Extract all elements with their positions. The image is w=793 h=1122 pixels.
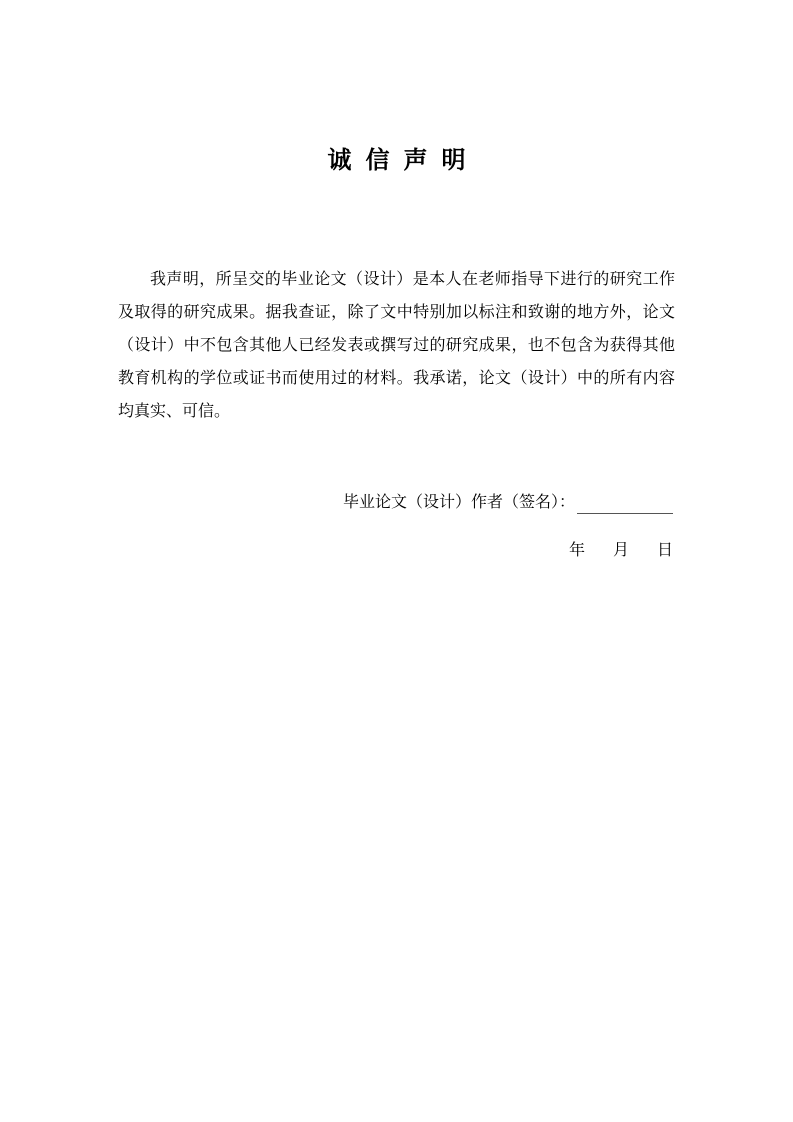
signature-row	[343, 490, 673, 514]
signature-label: 毕业论文（设计）作者（签名）：	[342, 492, 575, 511]
declaration-paragraph: 我声明，所呈交的毕业论文（设计）是本人在老师指导下进行的研究工作及取得的研究成果。据我查证，除了文中特别加以标注和致谢的地方外，论文（设计）中不包含其他人已经发表或撰写过的研究成果，也不包含为获得其他教育机构的学位或证书而使用过的材料。我承诺，论文（设计）中的所有内容均真实、可信。	[118, 269, 675, 420]
date-month-label: 月	[612, 540, 629, 559]
date-row	[569, 538, 673, 562]
signature-line	[577, 495, 673, 514]
date-day-label: 日	[656, 540, 673, 559]
date-year-label: 年	[568, 540, 585, 559]
declaration-body	[118, 262, 675, 427]
page-title: 诚信声明	[327, 146, 480, 174]
